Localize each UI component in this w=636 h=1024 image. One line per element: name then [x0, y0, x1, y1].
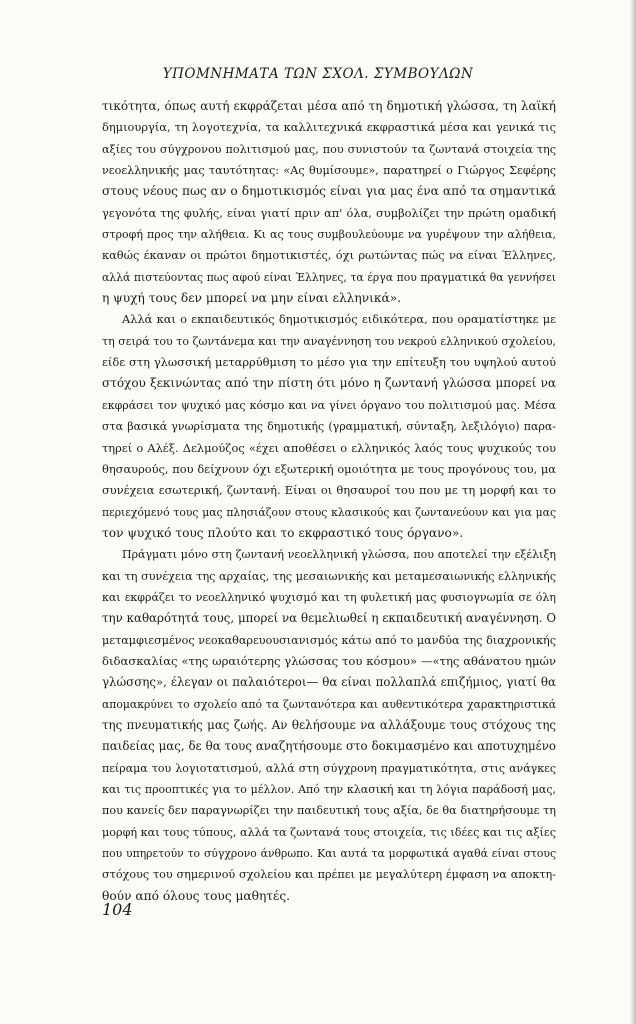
body-text — [102, 96, 556, 907]
text-line: και τις προοπτικές για το μέλλον. Από την κλασική και τη λόγια παράδοσή μας, — [102, 783, 556, 796]
text-line: καθώς έκαναν οι πρώτοι δημοτικιστές, όχι ρωτώντας πώς να είναι Έλληνες, — [102, 248, 556, 263]
text-line: και εκφράζει το νεοελληνικό ψυχισμό και τη φυλετική μας φυσιογνωμία σε όλη — [102, 590, 556, 604]
text-line: πείραμα του λογιοτατισμού, αλλά στη σύγχρονη πραγματικότητα, στις ανάγκες — [102, 761, 556, 775]
text-line: θούν από όλους τους μαθητές. — [102, 888, 291, 903]
text-line: είδε στη γλωσσική μεταρρύθμιση το μέσο για την επίτευξη του υψηλού αυτού — [102, 355, 556, 370]
text-line: παιδείας μας, δε θα τους αναζητήσουμε στο δοκιμασμένο και αποτυχημένο — [102, 739, 556, 754]
text-line: στους νέους πως αν ο δημοτικισμός είναι για μας ένα από τα σημαντικά — [102, 184, 556, 199]
text-line: γεγονότα της φυλής, είναι γιατί πριν απ' όλα, συμβολίζει την πρώτη ομαδική — [102, 205, 556, 220]
text-line: που υπηρετούν το σύγχρονο άνθρωπο. Και αυτά τα μορφωτικά αγαθά είναι στους — [102, 847, 556, 861]
text-line: στόχου ξεκινώντας από την πίστη ότι μόνο η ζωντανή γλώσσα μπορεί να — [102, 376, 556, 391]
text-line: που κανείς δεν παραγνωρίζει την παιδευτική τους αξία, δε θα διατηρήσουμε τη — [102, 804, 556, 818]
text-line: στόχους του σημερινού σχολείου και πρέπει με μεγαλύτερη έμφαση να αποκτη- — [102, 868, 556, 882]
text-line: διδασκαλίας «της ωραιότερης γλώσσας του κόσμου» —«της αθάνατου ημών — [102, 653, 556, 668]
text-line: συνέχεια εσωτερική, ζωντανή. Είναι οι θησαυροί του που με τη μορφή και το — [102, 483, 556, 498]
running-header: ΥΠΟΜΝΗΜΑΤΑ ΤΩΝ ΣΧΟΛ. ΣΥΜΒΟΥΛΩΝ — [162, 66, 474, 82]
text-line: απομακρύνει το σχολείο από τα ζωντανότερα και αυθεντικότερα χαρακτηριστικά — [102, 697, 556, 711]
text-line: τηρεί ο Αλέξ. Δελμούζος «έχει αποθέσει ο ελληνικός λαός τους ψυχικούς του — [102, 440, 556, 455]
text-line: θησαυρούς, που δείχνουν όχι εξωτερική ομοιότητα με τους προγόνους του, μα — [102, 461, 556, 476]
paragraph-start-line: Πράγματι μόνο στη ζωντανή νεοελληνική γλώσσα, που αποτελεί την εξέλιξη — [122, 548, 556, 562]
text-line: γλώσσης», έλεγαν οι παλαιότεροι— θα είναι πολλαπλά επιζήμιος, γιατί θα — [102, 675, 556, 690]
text-line: η ψυχή τους δεν μπορεί να μην είναι ελληνικά». — [102, 291, 402, 306]
text-line: εκφράσει τον ψυχικό μας κόσμο και να γίνει όργανο του πολιτισμού μας. Μέσα — [102, 398, 556, 412]
text-line: στροφή προς την αλήθεια. Κι ας τους συμβουλεύουμε να γυρέψουν την αλήθεια, — [102, 228, 556, 242]
text-line: τη σειρά του το ζωντάνεμα και την αναγέννηση του νεκρού ελληνικού σχολείου, — [102, 334, 556, 348]
text-line: αξίες του σύγχρονου πολιτισμού μας, που συνιστούν τα ζωντανά στοιχεία της — [102, 142, 556, 156]
paragraph-start-line: Αλλά και ο εκπαιδευτικός δημοτικισμός ειδικότερα, που οραματίστηκε με — [122, 312, 556, 327]
text-line: τον ψυχικό τους πλούτο και το εκφραστικό τους όργανο». — [102, 525, 464, 540]
text-line: αλλά πιστεύοντας πως αφού είναι Έλληνες, τα έργα που πραγματικά θα γεννήσει — [102, 270, 556, 284]
page-edge-shadow — [630, 0, 636, 1024]
text-line: και τη συνέχεια της αρχαίας, της μεσαιωνικής και μεταμεσαιωνικής ελληνικής — [102, 569, 556, 583]
text-line: την καθαρότητά τους, μπορεί να θεμελιωθεί η εκπαιδευτική αναγέννηση. Ο — [102, 611, 556, 626]
text-line: περιεχόμενό τους μας πλησιάζουν στους κλασικούς και ζωντανεύουν και για μας — [102, 505, 556, 519]
text-line: στα βασικά γνωρίσματα της δημοτικής (γραμματική, σύνταξη, λεξιλόγιο) παρα- — [102, 420, 556, 434]
text-line: τικότητα, όπως αυτή εκφράζεται μέσα από τη δημοτική γλώσσα, τη λαϊκή — [102, 99, 556, 113]
text-line: νεοελληνικής μας ταυτότητας: «Ας θυμίσουμε», παρατηρεί ο Γιώργος Σεφέρης — [102, 164, 556, 178]
text-line: δημιουργία, τη λογοτεχνία, τα καλλιτεχνικά εκφραστικά μέσα και γενικά τις — [102, 120, 556, 135]
text-line: μορφή και τους τύπους, αλλά τα ζωντανά τους στοιχεία, τις ιδέες και τις αξίες — [102, 825, 556, 839]
text-line: της πνευματικής μας ζωής. Αν θελήσουμε να αλλάξουμε τους στόχους της — [102, 717, 556, 732]
page-number: 104 — [102, 900, 133, 919]
text-line: μεταμφιεσμένος νεοκαθαρευουσιανισμός κάτω από το μανδύα της διαχρονικής — [102, 633, 556, 647]
